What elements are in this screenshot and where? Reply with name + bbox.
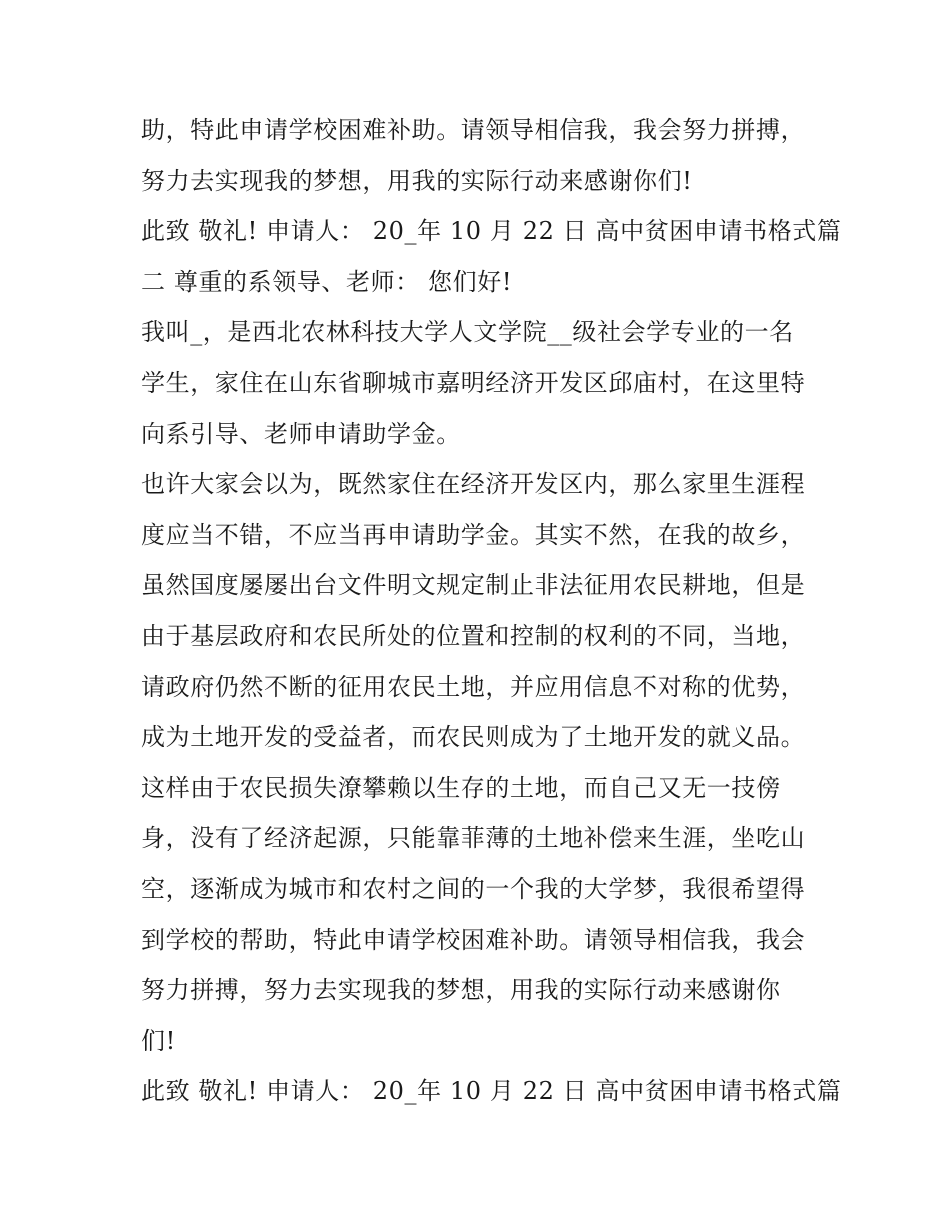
text-line: 虽然国度屡屡出台文件明文规定制止非法征用农民耕地，但是 [141,571,806,600]
text-line: 助，特此申请学校困难补助。请领导相信我，我会努力拼搏， [141,116,806,144]
text-line: 学生，家住在山东省聊城市嘉明经济开发区邱庙村，在这里特 [141,368,806,397]
text-line: 由于基层政府和农民所处的位置和控制的权利的不同，当地， [141,621,806,650]
text-line: 此致 敬礼! 申请人： 20_年 10 月 22 日 高中贫困申请书格式篇 [141,217,842,246]
text-line: 此致 敬礼! 申请人： 20_年 10 月 22 日 高中贫困申请书格式篇 [141,1077,842,1106]
text-line: 这样由于农民损失潦攀赖以生存的土地，而自己又无一技傍 [141,773,781,802]
text-line: 空，逐渐成为城市和农村之间的一个我的大学梦，我很希望得 [141,874,806,903]
text-line: 到学校的帮助，特此申请学校困难补助。请领导相信我，我会 [141,925,806,954]
text-line: 二 尊重的系领导、老师： 您们好! [141,267,513,296]
text-line: 请政府仍然不断的征用农民土地，并应用信息不对称的优势， [141,672,806,701]
document-body [141,105,842,1117]
text-line: 努力去实现我的梦想，用我的实际行动来感谢你们! [141,166,693,195]
text-line: 度应当不错，不应当再申请助学金。其实不然，在我的故乡， [141,520,806,549]
text-line: 成为土地开发的受益者，而农民则成为了土地开发的就义品。 [141,723,806,752]
text-line: 身，没有了经济起源，只能靠菲薄的土地补偿来生涯，坐吃山 [141,824,806,853]
text-line: 向系引导、老师申请助学金。 [141,419,461,448]
text-line: 们! [141,1026,176,1055]
text-line: 我叫_，是西北农林科技大学人文学院__级社会学专业的一名 [141,318,794,347]
text-line: 努力拼搏，努力去实现我的梦想，用我的实际行动来感谢你 [141,976,781,1005]
text-line: 也许大家会以为，既然家住在经济开发区内，那么家里生涯程 [141,470,806,499]
